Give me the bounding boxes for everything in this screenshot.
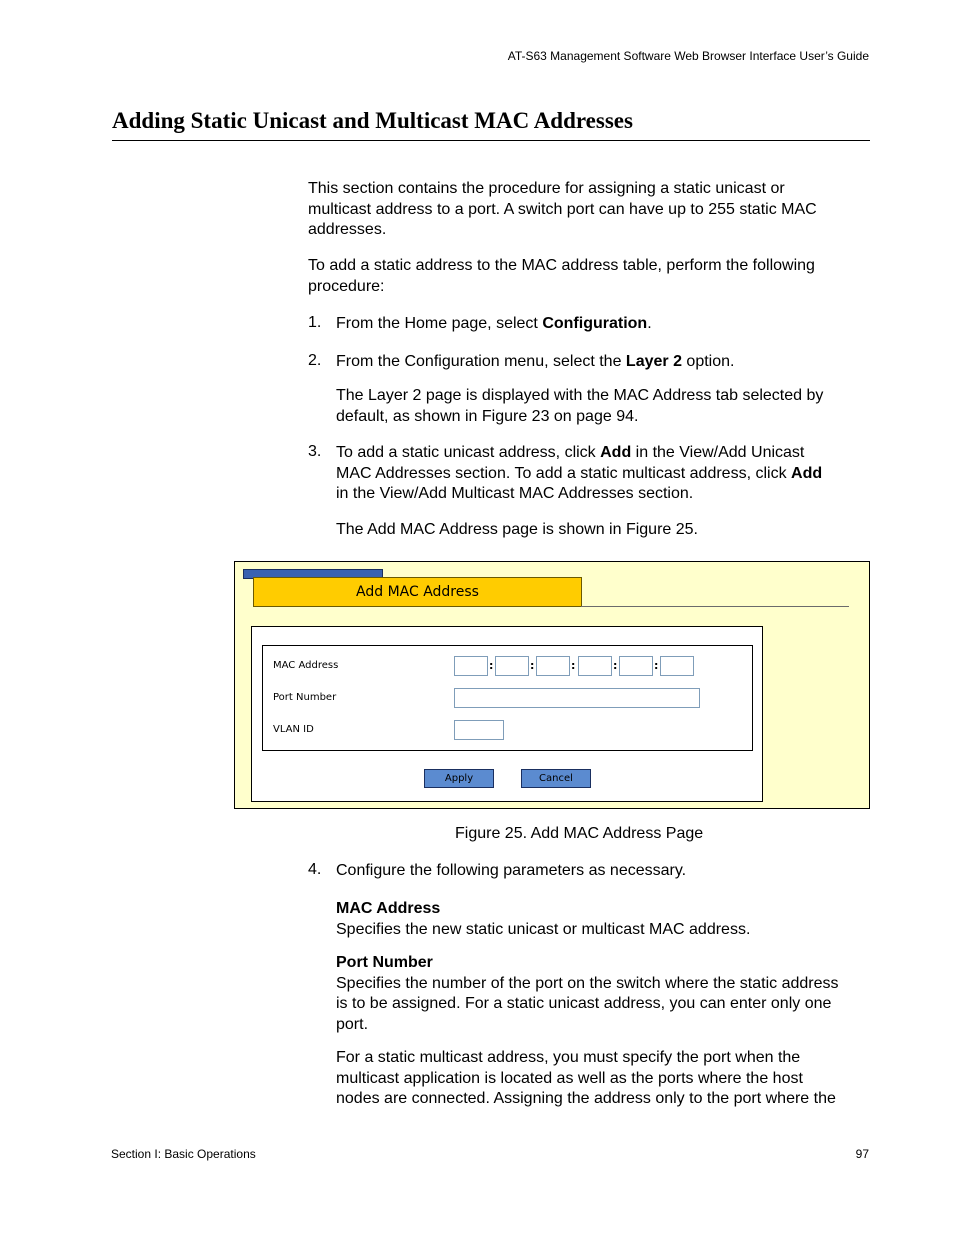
button-term: Add (791, 464, 823, 482)
step-3-text (336, 443, 822, 505)
step-text: in the View/Add Unicast (631, 444, 805, 461)
intro-line: addresses. (308, 221, 387, 238)
note-line: default, as shown in Figure 23 on page 94. (336, 407, 639, 425)
step-4-text: Configure the following parameters as necessary. (336, 862, 687, 879)
step-number: 4. (308, 861, 322, 878)
param-desc: Specifies the number of the port on the switch where the static address (336, 974, 839, 992)
add-mac-address-tab[interactable]: Add MAC Address (253, 577, 582, 607)
port-number-input[interactable] (454, 688, 700, 708)
paragraph-line: For a static multicast address, you must specify the port when the (336, 1049, 801, 1066)
mac-octet-4-input[interactable] (578, 656, 612, 676)
param-desc: is to be assigned. For a static unicast address, you can enter only one (336, 995, 832, 1012)
paragraph-line: multicast application is located as well as the ports where the host (336, 1069, 803, 1087)
mac-separator: : (489, 659, 494, 672)
step-number: 3. (308, 443, 322, 460)
form-panel (251, 626, 763, 802)
menu-term: Layer 2 (625, 353, 682, 370)
cancel-button[interactable]: Cancel (521, 769, 591, 788)
mac-address-param (336, 899, 750, 940)
step-text: MAC Addresses section. To add a static multicast address, click (336, 464, 792, 482)
port-number-label: Port Number (273, 692, 337, 703)
step-2-text (336, 352, 734, 373)
figure-caption: Figure 25. Add MAC Address Page (455, 825, 704, 842)
title-rule (112, 140, 870, 141)
step-number: 1. (308, 314, 322, 331)
step-line: in the View/Add Multicast MAC Addresses section. (336, 485, 694, 502)
mac-separator: : (654, 659, 659, 672)
apply-button[interactable]: Apply (424, 769, 494, 788)
button-term: Add (600, 444, 632, 461)
step-3-note: The Add MAC Address page is shown in Figure 25. (336, 521, 698, 538)
step-2-note (336, 386, 823, 427)
vlan-id-input[interactable] (454, 720, 504, 740)
add-mac-address-figure (234, 561, 870, 809)
step-line (336, 443, 822, 464)
intro-paragraph (308, 179, 817, 241)
mac-separator: : (571, 659, 576, 672)
mac-octet-2-input[interactable] (495, 656, 529, 676)
note-line: The Layer 2 page is displayed with the MAC Address tab selected by (336, 387, 824, 404)
mac-octet-3-input[interactable] (536, 656, 570, 676)
step-text: option. (681, 353, 735, 370)
param-title: Port Number (336, 954, 433, 971)
mac-address-label: MAC Address (273, 660, 339, 671)
mac-octet-6-input[interactable] (660, 656, 694, 676)
step-text: From the Configuration menu, select the (336, 353, 626, 370)
param-desc: Specifies the new static unicast or multicast MAC address. (336, 920, 751, 938)
param-desc: port. (336, 1015, 369, 1033)
running-head: AT-S63 Management Software Web Browser Interface User’s Guide (507, 49, 869, 63)
intro-line: This section contains the procedure for assigning a static unicast or (308, 180, 785, 197)
lead-line: To add a static address to the MAC address table, perform the following (308, 257, 815, 274)
footer-section: Section I: Basic Operations (111, 1147, 256, 1161)
step-number: 2. (308, 352, 322, 369)
mac-octet-5-input[interactable] (619, 656, 653, 676)
step-line (336, 464, 822, 485)
mac-octet-1-input[interactable] (454, 656, 488, 676)
step-1-text (336, 314, 652, 335)
lead-paragraph (308, 256, 815, 297)
page-number: 97 (855, 1147, 869, 1161)
form-fields-box (262, 645, 753, 751)
mac-separator: : (613, 659, 618, 672)
mac-separator: : (530, 659, 535, 672)
paragraph-line: nodes are connected. Assigning the address only to the port where the (336, 1090, 836, 1107)
step-text: To add a static unicast address, click (336, 444, 601, 461)
page-title: Adding Static Unicast and Multicast MAC Addresses (112, 108, 633, 133)
step-text: From the Home page, select (336, 315, 543, 332)
param-title: MAC Address (336, 900, 441, 917)
port-number-param (336, 953, 839, 1035)
lead-line: procedure: (308, 277, 385, 295)
vlan-id-label: VLAN ID (273, 724, 314, 735)
intro-line: multicast address to a port. A switch port can have up to 255 static MAC (308, 200, 817, 218)
step-text: . (647, 315, 652, 332)
multicast-paragraph (336, 1048, 836, 1110)
menu-term: Configuration (542, 315, 648, 332)
tab-divider (581, 606, 849, 607)
